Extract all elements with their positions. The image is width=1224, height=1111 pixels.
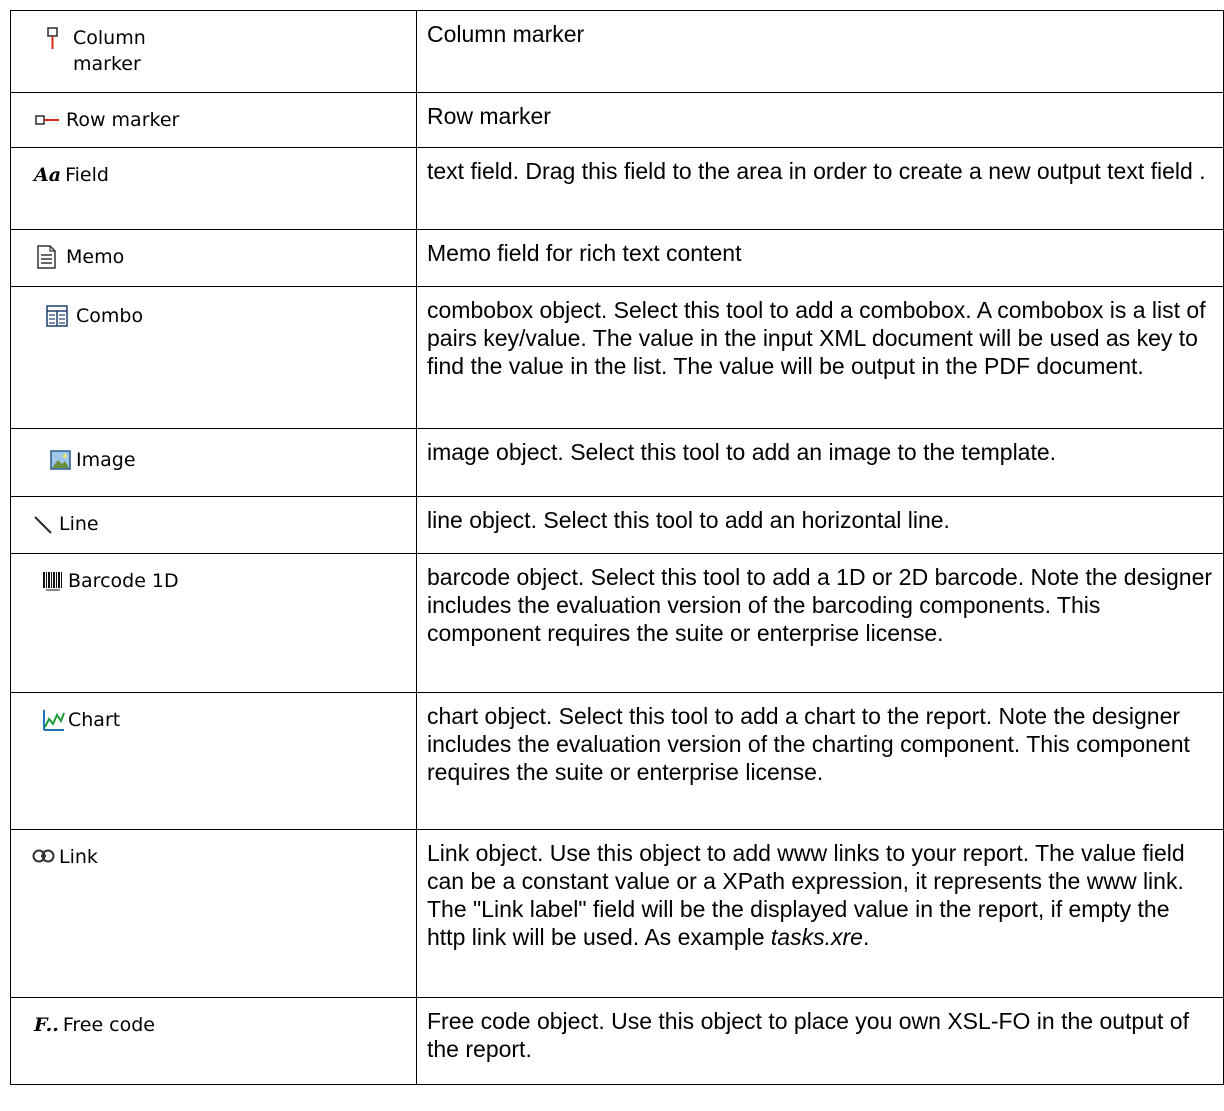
tool-description: Column marker xyxy=(427,21,585,47)
tool-row-marker[interactable] xyxy=(11,93,416,133)
table-row xyxy=(11,693,1224,830)
table-row xyxy=(11,11,1224,93)
description-cell xyxy=(417,230,1224,287)
tool-description: combobox object. Select this tool to add a combobox. A combobox is a list of pairs key/value. The value in the input XML document will be used as key to find the value in the list. The value will be output in the PDF document. xyxy=(427,297,1206,379)
tool-cell xyxy=(11,497,417,554)
image-icon xyxy=(48,447,74,473)
table-row xyxy=(11,230,1224,287)
tool-description: image object. Select this tool to add an image to the template. xyxy=(427,439,1057,465)
description-cell xyxy=(417,497,1224,554)
tools-table xyxy=(10,10,1224,1085)
tool-cell xyxy=(11,11,417,93)
description-text: Link object. Use this object to add www links to your report. The value field can be a constant value or a XPath expression, it represents the www link. The "Link label" field will be the displayed value in the report, if empty the http link will be used. As example xyxy=(427,840,1185,950)
memo-icon xyxy=(34,244,60,270)
description-cell xyxy=(417,287,1224,429)
tool-description: Free code object. Use this object to place you own XSL-FO in the output of the report. xyxy=(427,1008,1189,1062)
text-field-icon: Aa xyxy=(34,164,62,186)
free-code-icon: F.. xyxy=(34,1014,59,1036)
description-cell xyxy=(417,148,1224,230)
tool-description: Row marker xyxy=(427,103,551,129)
tool-label: Chart xyxy=(68,709,121,731)
tool-label: Free code xyxy=(62,1014,155,1036)
tool-description: barcode object. Select this tool to add a 1D or 2D barcode. Note the designer includes the evaluation version of the barcoding components. This component requires the suite or enterprise license. xyxy=(427,564,1213,646)
tool-label: Column marker xyxy=(73,27,146,75)
column-marker-icon xyxy=(41,25,67,51)
description-cell xyxy=(417,93,1224,148)
tool-label: Line xyxy=(59,513,99,535)
tool-description: line object. Select this tool to add an horizontal line. xyxy=(427,507,950,533)
tool-barcode-1d[interactable] xyxy=(11,554,416,594)
tool-description: chart object. Select this tool to add a chart to the report. Note the designer includes the evaluation version of the charting component. This component requires the suite or enterprise license. xyxy=(427,703,1190,785)
tool-label: Link xyxy=(59,846,98,868)
table-row xyxy=(11,429,1224,497)
tool-field[interactable] xyxy=(11,148,416,188)
tool-column-marker[interactable] xyxy=(11,11,416,77)
tool-cell xyxy=(11,693,417,830)
tool-cell xyxy=(11,830,417,998)
tool-cell xyxy=(11,554,417,693)
tool-combo[interactable] xyxy=(11,287,416,329)
tool-link[interactable] xyxy=(11,830,416,870)
example-filename: tasks.xre xyxy=(770,924,863,950)
description-cell xyxy=(417,554,1224,693)
table-row xyxy=(11,93,1224,148)
description-cell xyxy=(417,11,1224,93)
tool-label: Row marker xyxy=(66,109,180,131)
tool-label: Combo xyxy=(76,305,144,327)
description-cell xyxy=(417,693,1224,830)
table-row xyxy=(11,497,1224,554)
chart-icon xyxy=(40,707,66,733)
row-marker-icon xyxy=(34,107,60,133)
tool-label: Image xyxy=(76,449,136,471)
description-text-end: . xyxy=(862,924,870,950)
link-icon xyxy=(31,844,57,870)
description-cell xyxy=(417,830,1224,998)
table-row xyxy=(11,148,1224,230)
description-cell xyxy=(417,429,1224,497)
tool-cell xyxy=(11,998,417,1085)
combo-icon xyxy=(44,303,70,329)
tool-description xyxy=(417,830,1223,951)
tool-cell xyxy=(11,93,417,148)
tool-line[interactable] xyxy=(11,497,416,537)
description-cell xyxy=(417,998,1224,1085)
table-row xyxy=(11,830,1224,998)
table-row xyxy=(11,287,1224,429)
tool-image[interactable] xyxy=(11,429,416,473)
tool-description: Memo field for rich text content xyxy=(427,240,742,266)
tool-memo[interactable] xyxy=(11,230,416,270)
tool-label: Memo xyxy=(66,246,125,268)
tool-chart[interactable] xyxy=(11,693,416,733)
tool-description: text field. Drag this field to the area in order to create a new output text field . xyxy=(427,158,1206,184)
tool-cell xyxy=(11,148,417,230)
table-row xyxy=(11,554,1224,693)
tool-cell xyxy=(11,230,417,287)
tool-label: Field xyxy=(65,164,109,186)
tool-cell xyxy=(11,287,417,429)
barcode-icon xyxy=(40,568,66,594)
line-icon xyxy=(31,511,57,537)
tool-free-code[interactable] xyxy=(11,998,416,1038)
tool-label: Barcode 1D xyxy=(68,570,179,592)
table-row xyxy=(11,998,1224,1085)
tool-cell xyxy=(11,429,417,497)
